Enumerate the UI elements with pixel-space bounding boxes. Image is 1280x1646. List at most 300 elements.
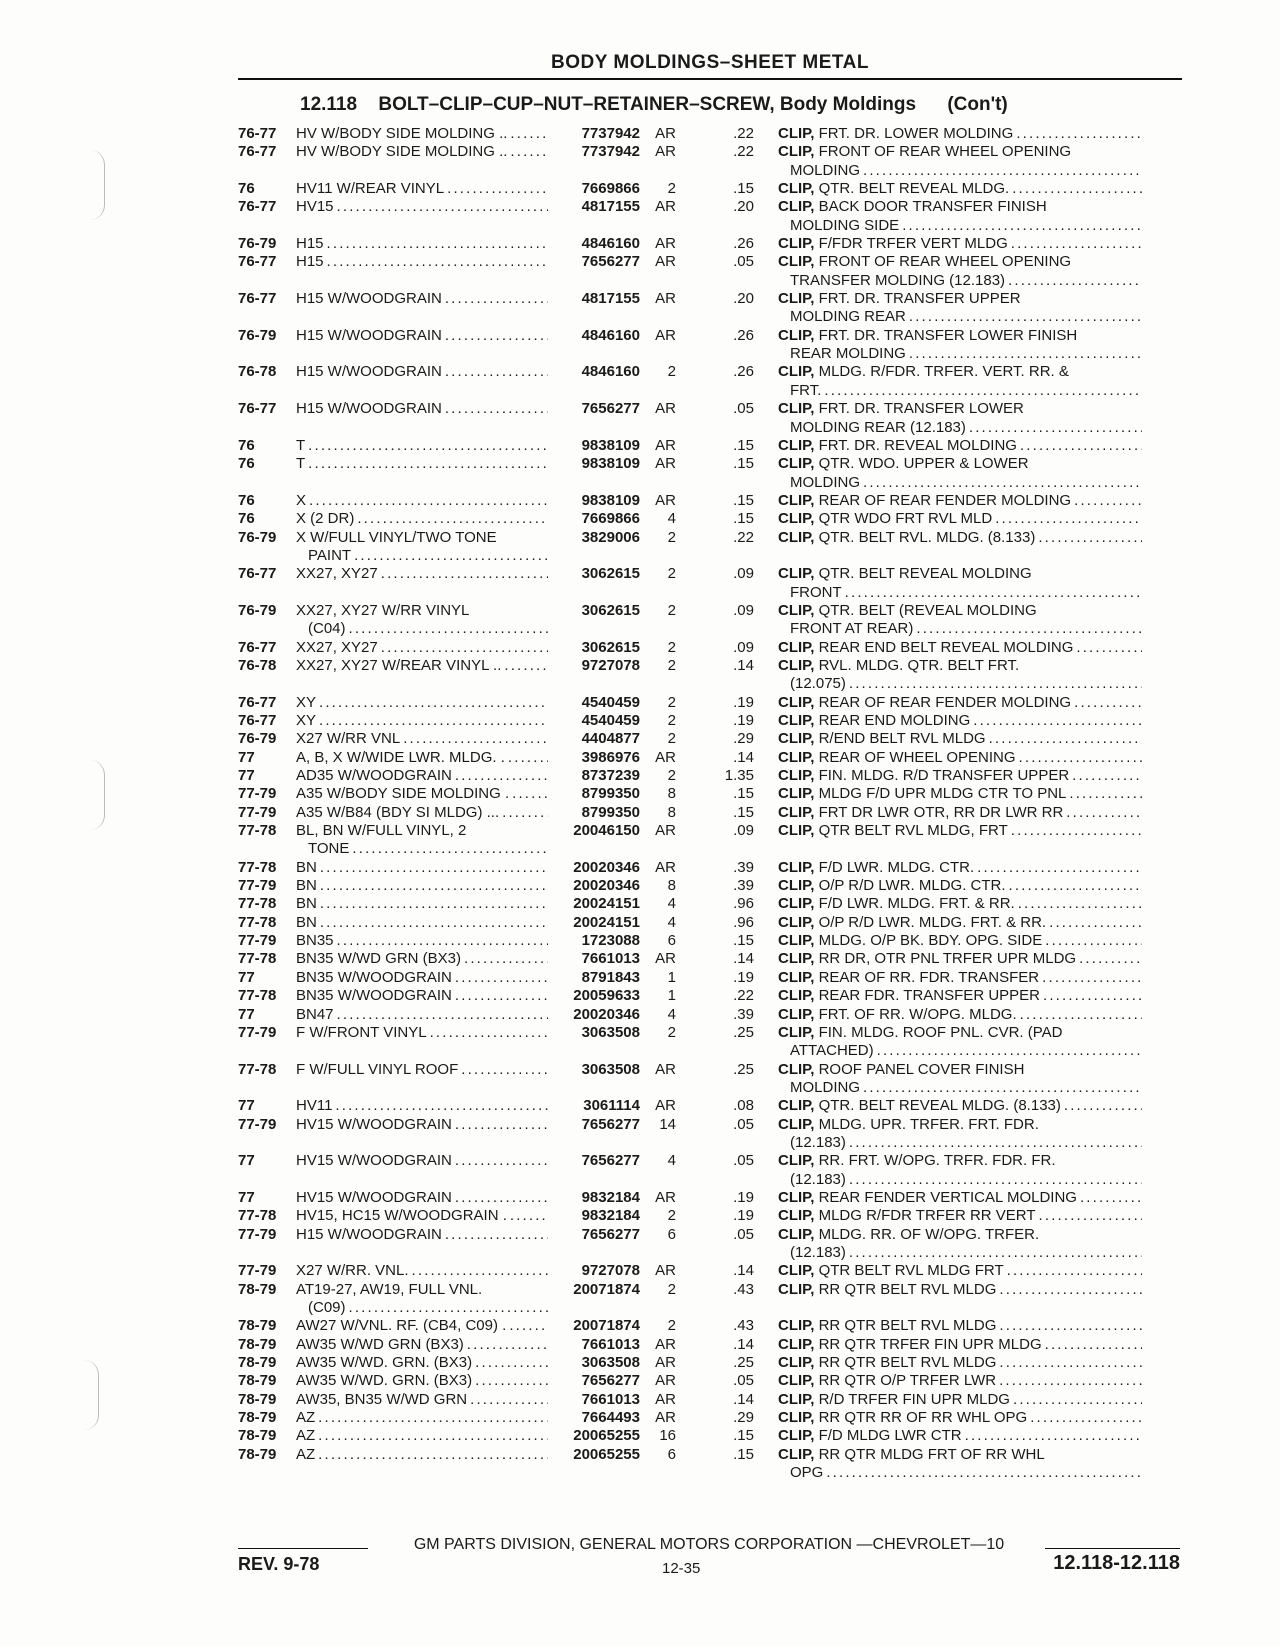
leader-dots (430, 1024, 548, 1042)
application-cell (296, 767, 548, 785)
description-text: MOLDING (790, 473, 861, 491)
description-text: CLIP, RR QTR BELT RVL MLDG (778, 1354, 997, 1372)
model-years: 78-79 (238, 1317, 277, 1335)
description-text: CLIP, QTR. BELT REVEAL MLDG. (8.133) (778, 1097, 1061, 1115)
quantity: 6 (667, 1225, 676, 1243)
quantity: 14 (659, 1115, 676, 1133)
leader-dots (320, 859, 548, 877)
footer-section-range: 12.118-12.118 (1053, 1552, 1180, 1574)
quantity: 1 (667, 987, 676, 1005)
table-row (238, 1189, 1188, 1207)
quantity: 2 (667, 638, 676, 656)
application-text: XY (296, 712, 317, 729)
application-text: H15 W/WOODGRAIN (296, 1225, 442, 1243)
part-number: 4846160 (581, 235, 640, 253)
table-row (238, 400, 1188, 437)
leader-dots (319, 694, 548, 712)
description-cell (778, 1189, 1142, 1207)
binding-shadow-bottom (84, 1360, 99, 1430)
application-text: HV W/BODY SIDE MOLDING .. (296, 125, 508, 142)
leader-dots (508, 749, 548, 767)
quantity: 1 (667, 968, 676, 986)
description-cell (778, 804, 1142, 822)
footer-page-number: 12-35 (662, 1560, 701, 1577)
leader-dots (916, 620, 1142, 638)
price: .15 (733, 1445, 754, 1463)
model-years: 77-79 (238, 1023, 277, 1041)
table-row (238, 877, 1188, 895)
application-cell (296, 125, 548, 143)
table-row (238, 290, 1188, 327)
quantity: AR (655, 235, 676, 253)
description-text: CLIP, QTR. BELT REVEAL MLDG. (778, 180, 1010, 198)
description-text: CLIP, MLDG. R/FDR. TRFER. VERT. RR. & (778, 363, 1069, 381)
part-number: 7669866 (581, 510, 640, 528)
leader-dots (909, 308, 1142, 326)
part-number: 4540459 (581, 693, 640, 711)
part-number: 4817155 (581, 290, 640, 308)
description-text: FRONT AT REAR) (790, 620, 914, 638)
leader-dots (849, 1171, 1142, 1189)
model-years: 76-79 (238, 235, 277, 253)
model-years: 78-79 (238, 1445, 277, 1463)
quantity: AR (655, 1390, 676, 1408)
description-cell (778, 657, 1142, 694)
model-years: 77-79 (238, 877, 277, 895)
part-number: 8791843 (581, 968, 640, 986)
part-number: 20020346 (573, 858, 640, 876)
model-years: 76 (238, 455, 255, 473)
application-text: HV15 W/WOODGRAIN (296, 1188, 452, 1206)
description-text: CLIP, FRONT OF REAR WHEEL OPENING (778, 143, 1072, 161)
description-text: CLIP, O/P R/D LWR. MLDG. CTR. (778, 877, 1006, 895)
table-row (238, 327, 1188, 364)
model-years: 78-79 (238, 1372, 277, 1390)
leader-dots (445, 1226, 548, 1244)
description-cell (778, 400, 1142, 437)
part-number: 8799350 (581, 785, 640, 803)
leader-dots (999, 1354, 1142, 1372)
leader-dots (455, 969, 548, 987)
model-years: 76-78 (238, 363, 277, 381)
price: .05 (733, 1372, 754, 1390)
description-cell (778, 987, 1142, 1005)
quantity: 2 (667, 1317, 676, 1335)
description-cell (778, 1317, 1142, 1335)
application-text: X (2 DR) (296, 510, 355, 528)
table-row (238, 1006, 1188, 1024)
part-number: 7656277 (581, 1152, 640, 1170)
quantity: 2 (667, 528, 676, 546)
application-text: BN (296, 895, 317, 913)
model-years: 77-78 (238, 822, 277, 840)
description-cell (778, 1354, 1142, 1372)
leader-dots (403, 730, 548, 748)
table-row (238, 1372, 1188, 1390)
description-cell (778, 1409, 1142, 1427)
quantity: 6 (667, 932, 676, 950)
table-row (238, 363, 1188, 400)
application-text: AT19-27, AW19, FULL VNL. (296, 1280, 483, 1298)
application-cell (296, 969, 548, 987)
part-number: 4846160 (581, 363, 640, 381)
leader-dots (863, 1079, 1142, 1097)
part-number: 9838109 (581, 491, 640, 509)
application-cell (296, 950, 548, 968)
quantity: 4 (667, 895, 676, 913)
application-cell (296, 822, 548, 859)
quantity: 2 (667, 180, 676, 198)
leader-dots (1038, 529, 1142, 547)
leader-dots (1072, 767, 1142, 785)
application-cell (296, 1372, 548, 1390)
quantity: AR (655, 436, 676, 454)
leader-dots (320, 895, 548, 913)
application-cell (296, 712, 548, 730)
part-number: 9838109 (581, 436, 640, 454)
quantity: 16 (659, 1427, 676, 1445)
application-text: X27 W/RR VNL (296, 730, 401, 748)
table-row (238, 1354, 1188, 1372)
leader-dots (318, 1446, 548, 1464)
part-number: 20071874 (573, 1317, 640, 1335)
quantity: 2 (667, 601, 676, 619)
price: .14 (733, 1390, 754, 1408)
price: .26 (733, 235, 754, 253)
table-row (238, 822, 1188, 859)
leader-dots (995, 510, 1142, 528)
price: .20 (733, 198, 754, 216)
leader-dots (337, 932, 548, 950)
part-number: 3062615 (581, 565, 640, 583)
quantity: AR (655, 1354, 676, 1372)
price: .29 (733, 1409, 754, 1427)
quantity: 2 (667, 1280, 676, 1298)
part-number: 4846160 (581, 326, 640, 344)
model-years: 77 (238, 1097, 255, 1115)
description-cell (778, 363, 1142, 400)
description-text: CLIP, REAR OF REAR FENDER MOLDING (778, 491, 1072, 509)
table-row (238, 1097, 1188, 1115)
description-text: (12.183) (790, 1170, 846, 1188)
model-years: 77 (238, 1188, 255, 1206)
description-text: CLIP, REAR END MOLDING (778, 712, 971, 729)
application-text: BN (296, 877, 317, 895)
price: .96 (733, 913, 754, 931)
description-text: CLIP, FRT. DR. LOWER MOLDING (778, 125, 1014, 142)
price: .25 (733, 1354, 754, 1372)
description-cell (778, 877, 1142, 895)
application-cell (296, 400, 548, 418)
section-continued: (Con't) (947, 94, 1008, 115)
leader-dots (826, 1464, 1142, 1482)
leader-dots (824, 382, 1142, 400)
leader-dots (849, 1244, 1142, 1262)
description-cell (778, 510, 1142, 528)
description-text: CLIP, MLDG. O/P BK. BDY. OPG. SIDE (778, 932, 1043, 950)
description-text: CLIP, REAR FENDER VERTICAL MOLDING (778, 1188, 1077, 1206)
leader-dots (965, 1427, 1142, 1445)
leader-dots (308, 437, 548, 455)
leader-dots (849, 1134, 1142, 1152)
part-number: 3062615 (581, 601, 640, 619)
description-text: CLIP, QTR BELT RVL MLDG FRT (778, 1262, 1004, 1280)
leader-dots (999, 1317, 1142, 1335)
leader-dots (308, 455, 548, 473)
leader-dots (357, 510, 548, 528)
binding-shadow-top (90, 150, 105, 220)
leader-dots (973, 712, 1142, 730)
description-text: CLIP, ROOF PANEL COVER FINISH (778, 1060, 1025, 1078)
part-number: 20065255 (573, 1427, 640, 1445)
table-row (238, 565, 1188, 602)
description-text: CLIP, QTR BELT RVL MLDG, FRT (778, 822, 1008, 840)
leader-dots (863, 162, 1142, 180)
application-text: HV15 (296, 198, 334, 216)
description-text: CLIP, QTR. BELT (REVEAL MOLDING (778, 601, 1037, 619)
leader-dots (467, 1336, 548, 1354)
application-cell (296, 565, 548, 583)
footer-publisher: GM PARTS DIVISION, GENERAL MOTORS CORPORATION —CHEVROLET—10 (413, 1536, 1005, 1553)
part-number: 7737942 (581, 143, 640, 161)
description-text: CLIP, F/D MLDG LWR CTR (778, 1427, 962, 1445)
model-years: 76-79 (238, 601, 277, 619)
price: .15 (733, 436, 754, 454)
application-text: HV W/BODY SIDE MOLDING .. (296, 143, 508, 161)
description-text: CLIP, RR QTR BELT RVL MLDG (778, 1280, 997, 1298)
price: .15 (733, 785, 754, 803)
application-cell (296, 437, 548, 455)
application-text: HV11 (296, 1097, 333, 1115)
description-text: CLIP, QTR. BELT RVL. MLDG. (8.133) (778, 528, 1036, 546)
description-text: CLIP, FRT. DR. TRANSFER UPPER (778, 290, 1021, 308)
description-cell (778, 1024, 1142, 1061)
leader-dots (1020, 1006, 1142, 1024)
application-text: BN47 (296, 1005, 334, 1023)
quantity: 4 (667, 913, 676, 931)
application-cell (296, 290, 548, 308)
price: .14 (733, 748, 754, 766)
application-text: AD35 W/WOODGRAIN (296, 767, 452, 785)
table-row (238, 1262, 1188, 1280)
part-number: 7656277 (581, 253, 640, 271)
leader-dots (337, 198, 548, 216)
application-text: TONE (308, 840, 350, 858)
leader-dots (1013, 1391, 1142, 1409)
leader-dots (849, 675, 1142, 693)
application-text: AZ (296, 1445, 316, 1463)
description-text: CLIP, MLDG. UPR. TRFER. FRT. FDR. (778, 1115, 1039, 1133)
quantity: AR (655, 1335, 676, 1353)
description-text: CLIP, R/END BELT RVL MLDG (778, 730, 986, 748)
model-years: 76-77 (238, 400, 277, 418)
table-row (238, 602, 1188, 639)
quantity: AR (655, 455, 676, 473)
table-row (238, 437, 1188, 455)
leader-dots (320, 914, 548, 932)
leader-dots (1066, 804, 1142, 822)
quantity: 2 (667, 656, 676, 674)
leader-dots (1042, 969, 1142, 987)
part-number: 8799350 (581, 803, 640, 821)
leader-dots (1076, 639, 1142, 657)
table-row (238, 730, 1188, 748)
quantity: AR (655, 1409, 676, 1427)
description-cell (778, 895, 1142, 913)
leader-dots (445, 327, 548, 345)
application-text: X W/FULL VINYL/TWO TONE (296, 528, 497, 546)
model-years: 78-79 (238, 1335, 277, 1353)
quantity: 2 (667, 730, 676, 748)
table-row (238, 198, 1188, 235)
model-years: 77-79 (238, 1115, 277, 1133)
table-row (238, 1061, 1188, 1098)
leader-dots (464, 950, 548, 968)
description-text: OPG (790, 1464, 824, 1482)
table-row (238, 143, 1188, 180)
leader-dots (977, 859, 1142, 877)
application-cell (296, 730, 548, 748)
leader-dots (319, 712, 548, 730)
part-number: 20024151 (573, 895, 640, 913)
description-cell (778, 749, 1142, 767)
description-cell (778, 1446, 1142, 1483)
description-text: CLIP, QTR WDO FRT RVL MLD (778, 510, 993, 528)
description-cell (778, 602, 1142, 639)
quantity: AR (655, 125, 676, 142)
model-years: 76 (238, 436, 255, 454)
part-number: 3061114 (583, 1097, 640, 1115)
table-row (238, 657, 1188, 694)
part-number: 4404877 (581, 730, 640, 748)
description-cell (778, 327, 1142, 364)
application-cell (296, 1116, 548, 1134)
model-years: 77-78 (238, 858, 277, 876)
description-cell (778, 1207, 1142, 1225)
table-row (238, 969, 1188, 987)
price: .22 (733, 143, 754, 161)
price: .96 (733, 895, 754, 913)
table-row (238, 1226, 1188, 1263)
quantity: 2 (667, 1023, 676, 1041)
application-cell (296, 804, 548, 822)
description-text: CLIP, FRT DR LWR OTR, RR DR LWR RR (778, 803, 1064, 821)
application-text: BN (296, 858, 317, 876)
description-cell (778, 1372, 1142, 1390)
leader-dots (349, 1299, 548, 1317)
price: 1.35 (724, 767, 754, 785)
description-text: CLIP, FRT. DR. TRANSFER LOWER (778, 400, 1024, 418)
description-cell (778, 1116, 1142, 1153)
part-number: 7656277 (581, 1115, 640, 1133)
description-text: CLIP, MLDG R/FDR TRFER RR VERT (778, 1207, 1036, 1225)
model-years: 76-77 (238, 712, 277, 729)
price: .09 (733, 565, 754, 583)
application-cell (296, 877, 548, 895)
model-years: 76-77 (238, 565, 277, 583)
footer-rule-right (1045, 1548, 1180, 1549)
application-cell (296, 859, 548, 877)
part-number: 20059633 (573, 987, 640, 1005)
application-text: H15 W/WOODGRAIN (296, 363, 442, 381)
leader-dots (1018, 895, 1142, 913)
table-row (238, 895, 1188, 913)
model-years: 77 (238, 748, 255, 766)
leader-dots (1045, 932, 1142, 950)
table-row (238, 1336, 1188, 1354)
table-row (238, 914, 1188, 932)
model-years: 76-77 (238, 290, 277, 308)
model-years: 77-78 (238, 1207, 277, 1225)
part-number: 8737239 (581, 767, 640, 785)
price: .15 (733, 491, 754, 509)
quantity: AR (655, 748, 676, 766)
part-number: 9727078 (581, 656, 640, 674)
application-text: AW35 W/WD. GRN. (BX3) (296, 1372, 473, 1390)
description-cell (778, 565, 1142, 602)
description-cell (778, 767, 1142, 785)
description-cell (778, 253, 1142, 290)
description-text: CLIP, RR QTR TRFER FIN UPR MLDG (778, 1335, 1042, 1353)
leader-dots (335, 1097, 548, 1115)
leader-dots (512, 785, 548, 803)
description-text: CLIP, REAR OF RR. FDR. TRANSFER (778, 968, 1040, 986)
description-text: CLIP, R/D TRFER FIN UPR MLDG (778, 1390, 1010, 1408)
description-cell (778, 730, 1142, 748)
model-years: 78-79 (238, 1390, 277, 1408)
model-years: 77 (238, 767, 255, 785)
table-row (238, 253, 1188, 290)
application-text: H15 W/WOODGRAIN (296, 400, 442, 418)
model-years: 77-78 (238, 1060, 277, 1078)
description-cell (778, 125, 1142, 143)
application-text: AZ (296, 1427, 316, 1445)
application-cell (296, 510, 548, 528)
leader-dots (1069, 785, 1142, 803)
leader-dots (902, 217, 1142, 235)
model-years: 77-78 (238, 950, 277, 968)
leader-dots (863, 474, 1142, 492)
description-text: CLIP, FIN. MLDG. ROOF PNL. CVR. (PAD (778, 1023, 1063, 1041)
price: .05 (733, 1152, 754, 1170)
model-years: 76-79 (238, 528, 277, 546)
table-row (238, 1116, 1188, 1153)
part-number: 7656277 (581, 400, 640, 418)
application-text: A, B, X W/WIDE LWR. MLDG. . (296, 748, 505, 766)
part-number: 20046150 (573, 822, 640, 840)
leader-dots (455, 987, 548, 1005)
leader-dots (447, 180, 548, 198)
quantity: 2 (667, 1207, 676, 1225)
application-text: X27 W/RR. VNL. (296, 1262, 409, 1280)
table-row (238, 712, 1188, 730)
part-number: 3986976 (581, 748, 640, 766)
price: .26 (733, 326, 754, 344)
application-text: (C04) (308, 620, 346, 638)
description-cell (778, 1281, 1142, 1299)
application-text: XX27, XY27 (296, 638, 378, 656)
application-text: BN35 W/WD GRN (BX3) (296, 950, 462, 968)
application-text: BN (296, 913, 317, 931)
leader-dots (510, 143, 548, 161)
footer-revision: REV. 9-78 (238, 1554, 320, 1574)
price: .22 (733, 987, 754, 1005)
leader-dots (509, 1317, 548, 1335)
quantity: AR (655, 1188, 676, 1206)
description-cell (778, 1226, 1142, 1263)
application-cell (296, 895, 548, 913)
part-number: 20020346 (573, 1005, 640, 1023)
